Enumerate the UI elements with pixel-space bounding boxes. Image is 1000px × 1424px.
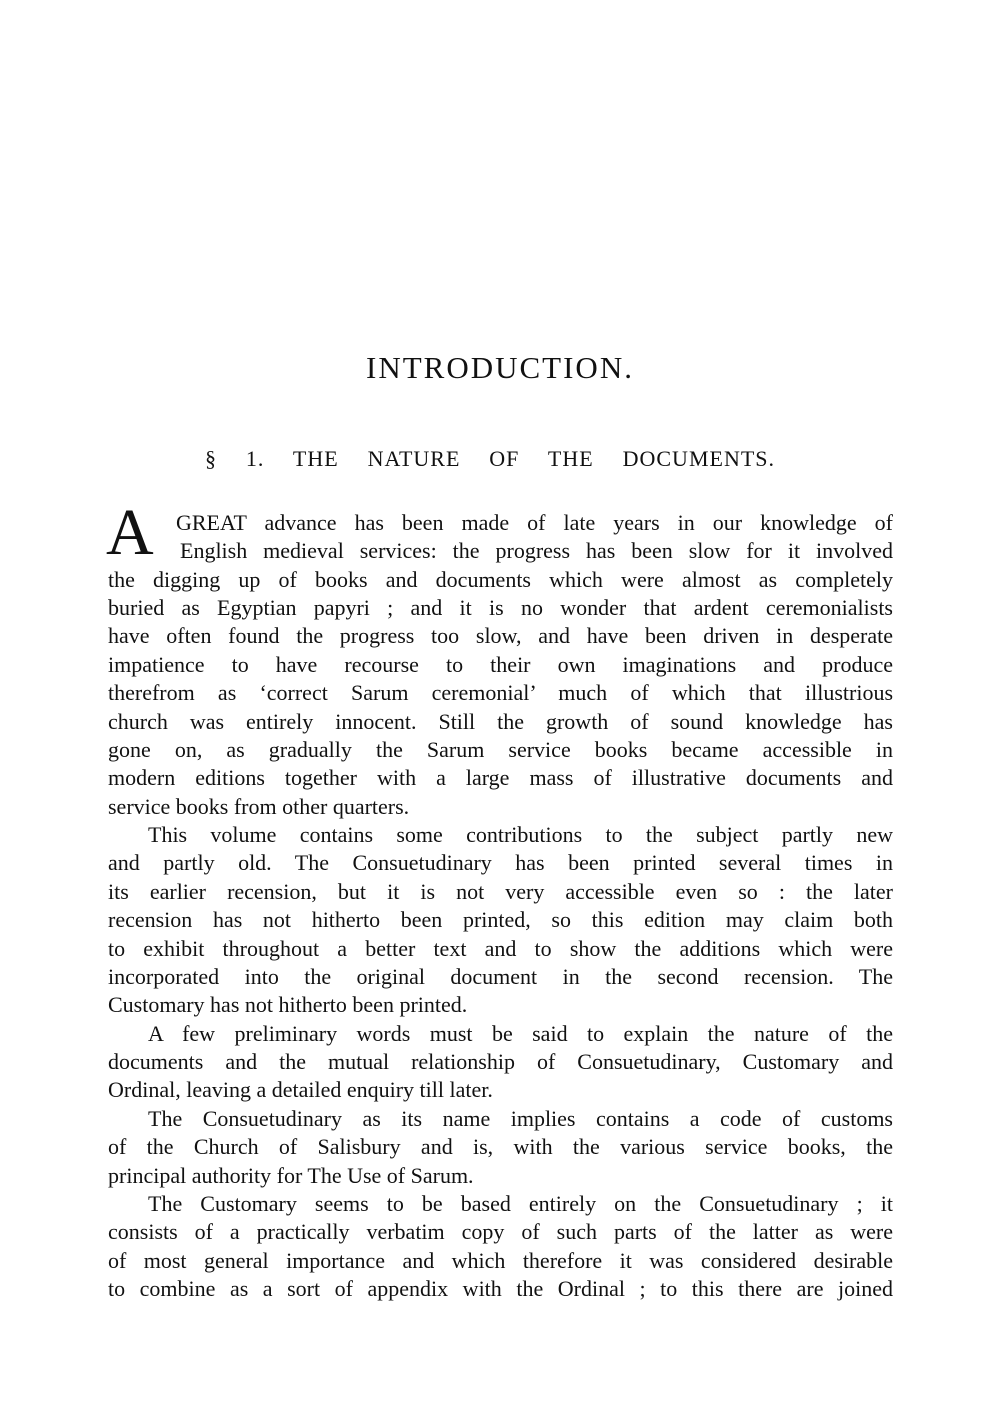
text-line: have often found the progress too slow, and have been driven in desperate bbox=[108, 623, 893, 649]
text-line: the digging up of books and documents which were almost as completely bbox=[108, 566, 893, 592]
text-line: its earlier recension, but it is not very accessible even so : the later bbox=[108, 878, 893, 904]
text-line: Ordinal, leaving a detailed enquiry till later. bbox=[108, 1077, 493, 1103]
text-line: A few preliminary words must be said to explain the nature of the bbox=[148, 1020, 893, 1046]
text-line: documents and the mutual relationship of Consuetudinary, Customary and bbox=[108, 1049, 893, 1075]
text-line: to exhibit throughout a better text and to show the additions which were bbox=[108, 935, 893, 961]
text-line: gone on, as gradually the Sarum service books became accessible in bbox=[108, 736, 893, 762]
text-line: to combine as a sort of appendix with the Ordinal ; to this there are joined bbox=[108, 1275, 893, 1301]
text-line: Customary has not hitherto been printed. bbox=[108, 992, 468, 1018]
drop-cap: A bbox=[106, 496, 154, 569]
text-line: church was entirely innocent. Still the growth of sound knowledge has bbox=[108, 708, 893, 734]
text-line: service books from other quarters. bbox=[108, 793, 410, 819]
page-title: INTRODUCTION. bbox=[366, 350, 634, 385]
text-line: impatience to have recourse to their own imaginations and produce bbox=[108, 651, 893, 677]
text-line: recension has not hitherto been printed, so this edition may claim both bbox=[108, 907, 893, 933]
text-line: The Consuetudinary as its name implies contains a code of customs bbox=[148, 1105, 893, 1131]
text-line: of most general importance and which therefore it was considered desirable bbox=[108, 1247, 893, 1273]
text-line: The Customary seems to be based entirely on the Consuetudinary ; it bbox=[148, 1190, 893, 1216]
text-line: therefrom as ‘correct Sarum ceremonial’ much of which that illustrious bbox=[108, 680, 893, 706]
text-line: modern editions together with a large mass of illustrative documents and bbox=[108, 765, 893, 791]
text-line: This volume contains some contributions to the subject partly new bbox=[148, 822, 893, 848]
text-line: English medieval services: the progress has been slow for it involved bbox=[180, 538, 893, 564]
text-line: principal authority for The Use of Sarum. bbox=[108, 1162, 474, 1188]
text-line: incorporated into the original document in the second recension. The bbox=[108, 963, 893, 989]
text-line: and partly old. The Consuetudinary has been printed several times in bbox=[108, 850, 893, 876]
text-line: of the Church of Salisbury and is, with the various service books, the bbox=[108, 1134, 893, 1160]
text-line: GREAT advance has been made of late years in our knowledge of bbox=[176, 510, 893, 535]
section-heading: § 1. THE NATURE OF THE DOCUMENTS. bbox=[205, 446, 775, 471]
text-line: buried as Egyptian papyri ; and it is no wonder that ardent ceremonialists bbox=[108, 595, 893, 621]
text-line: consists of a practically verbatim copy of such parts of the latter as were bbox=[108, 1219, 893, 1245]
